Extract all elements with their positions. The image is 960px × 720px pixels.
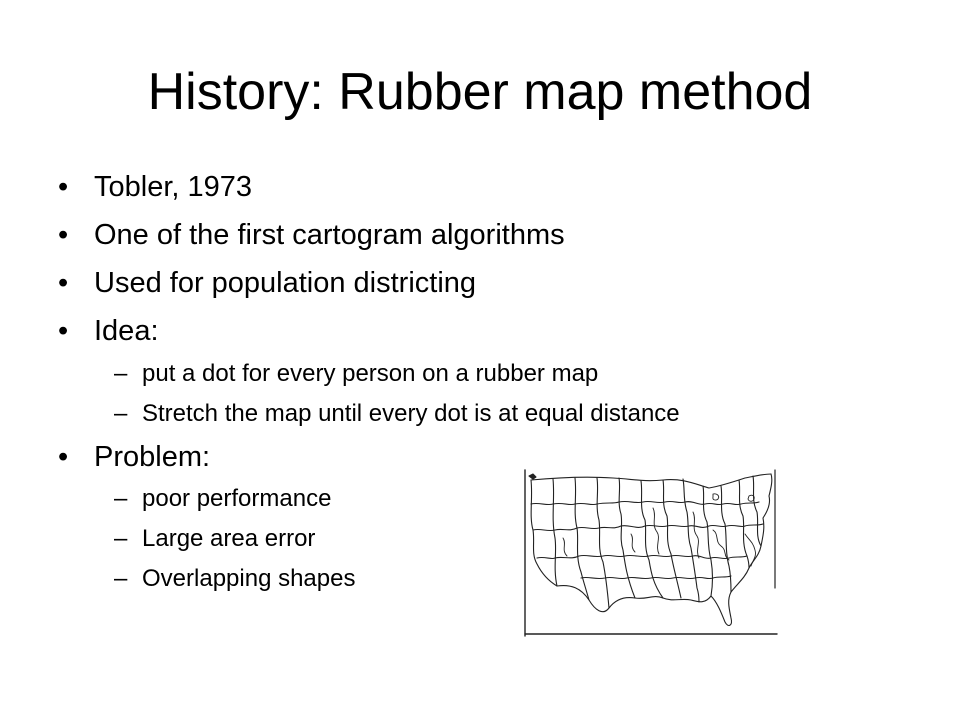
sub-bullet-item <box>114 354 918 394</box>
sub-bullet-marker: – <box>114 565 128 592</box>
bullet-text: Used for population districting <box>94 267 477 299</box>
sub-bullet-marker: – <box>114 360 128 387</box>
bullet-marker: • <box>58 171 69 203</box>
bullet-text: Problem: <box>94 441 211 473</box>
sub-bullet-marker: – <box>114 485 128 512</box>
bullet-marker: • <box>58 219 69 251</box>
sub-bullet-text: poor performance <box>142 485 332 512</box>
bullet-item <box>58 312 918 350</box>
cartogram-map-image <box>523 468 779 638</box>
bullet-text: Idea: <box>94 315 159 347</box>
sub-bullet-text: Overlapping shapes <box>142 565 356 592</box>
sub-bullet-text: Large area error <box>142 525 316 552</box>
sub-bullet-list <box>114 354 918 434</box>
sub-bullet-text: Stretch the map until every dot is at equal distance <box>142 400 680 427</box>
sub-bullet-item <box>114 479 918 519</box>
bullet-text: Tobler, 1973 <box>94 171 253 203</box>
sub-bullet-marker: – <box>114 400 128 427</box>
distorted-us-cartogram-map-icon <box>523 468 779 638</box>
bullet-list <box>58 168 918 603</box>
bullet-item <box>58 438 918 476</box>
slide-title: History: Rubber map method <box>147 63 813 121</box>
sub-bullet-list <box>114 479 918 599</box>
bullet-item <box>58 216 918 254</box>
bullet-text: One of the first cartogram algorithms <box>94 219 565 251</box>
bullet-item <box>58 264 918 302</box>
sub-bullet-item <box>114 394 918 434</box>
sub-bullet-text: put a dot for every person on a rubber map <box>142 360 599 387</box>
sub-bullet-marker: – <box>114 525 128 552</box>
bullet-item <box>58 168 918 206</box>
bullet-marker: • <box>58 315 69 347</box>
sub-bullet-item <box>114 519 918 559</box>
bullet-marker: • <box>58 441 69 473</box>
sub-bullet-item <box>114 559 918 599</box>
bullet-marker: • <box>58 267 69 299</box>
